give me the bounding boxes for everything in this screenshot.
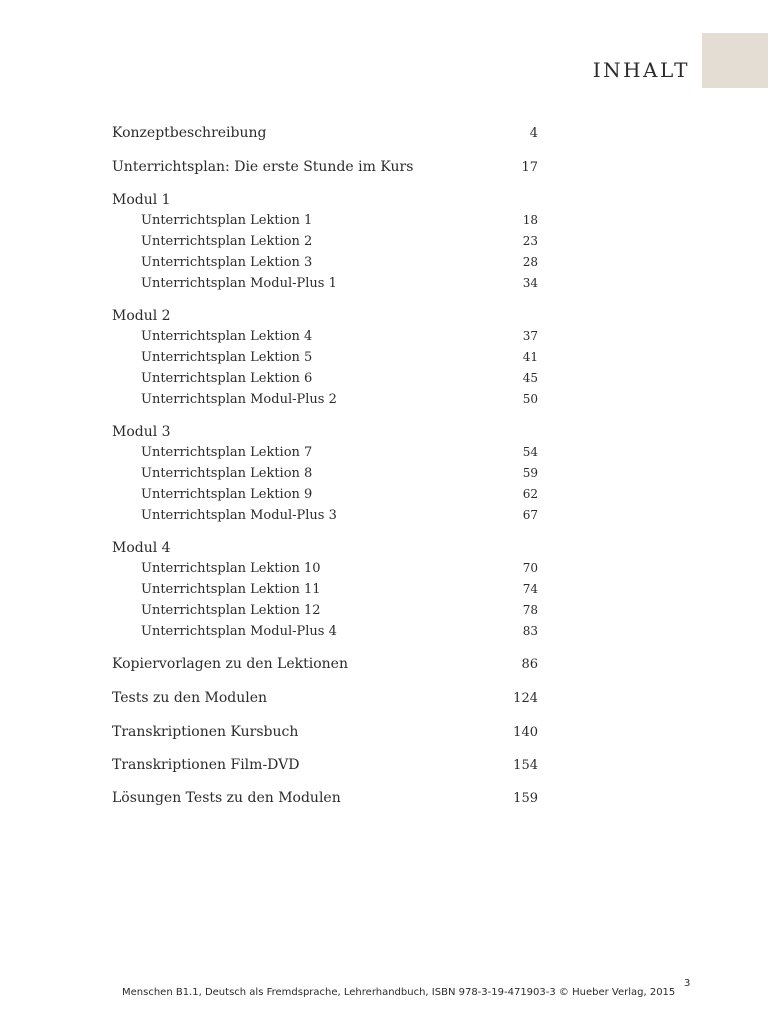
corner-decoration xyxy=(702,33,768,88)
toc-subentry[interactable] xyxy=(112,234,538,254)
toc-modul-label: Modul 1 xyxy=(112,192,171,208)
toc-subentry-page: 83 xyxy=(522,624,538,638)
toc-entry-page: 159 xyxy=(513,791,538,806)
toc-subentry-page: 54 xyxy=(522,445,538,459)
toc-subentry-page: 45 xyxy=(522,371,538,385)
toc-subentry-page: 18 xyxy=(522,213,538,227)
toc-modul-3-heading[interactable] xyxy=(112,424,538,444)
toc-subentry-label: Unterrichtsplan Lektion 7 xyxy=(141,445,313,460)
toc-entry-page: 4 xyxy=(529,126,538,141)
toc-modul-2-heading[interactable] xyxy=(112,308,538,328)
toc-modul-1-heading[interactable] xyxy=(112,192,538,212)
toc-modul-label: Modul 4 xyxy=(112,540,171,556)
toc-modul-label: Modul 3 xyxy=(112,424,171,440)
toc-entry-page: 17 xyxy=(521,160,538,175)
toc-subentry-page: 62 xyxy=(522,487,538,501)
toc-entry-page: 154 xyxy=(513,758,538,773)
toc-subentry[interactable] xyxy=(112,255,538,275)
toc-modul-label: Modul 2 xyxy=(112,308,171,324)
toc-entry-label: Transkriptionen Kursbuch xyxy=(112,724,299,740)
toc-subentry[interactable] xyxy=(112,603,538,623)
toc-subentry[interactable] xyxy=(112,371,538,391)
toc-subentry-label: Unterrichtsplan Modul-Plus 1 xyxy=(141,276,337,291)
toc-subentry-label: Unterrichtsplan Lektion 1 xyxy=(141,213,313,228)
toc-entry-label: Kopiervorlagen zu den Lektionen xyxy=(112,656,348,672)
toc-subentry-page: 37 xyxy=(522,329,538,343)
toc-subentry-label: Unterrichtsplan Lektion 2 xyxy=(141,234,313,249)
toc-subentry-label: Unterrichtsplan Lektion 9 xyxy=(141,487,313,502)
toc-subentry[interactable] xyxy=(112,350,538,370)
toc-subentry[interactable] xyxy=(112,466,538,486)
toc-subentry-label: Unterrichtsplan Lektion 11 xyxy=(141,582,321,597)
toc-subentry-page: 74 xyxy=(522,582,538,596)
toc-entry-loesungen[interactable] xyxy=(112,790,538,810)
toc-subentry-page: 41 xyxy=(522,350,538,364)
toc-modul-4-heading[interactable] xyxy=(112,540,538,560)
toc-subentry-page: 28 xyxy=(522,255,538,269)
toc-subentry[interactable] xyxy=(112,213,538,233)
toc-entry-page: 140 xyxy=(513,725,538,740)
toc-subentry-page: 34 xyxy=(522,276,538,290)
toc-subentry[interactable] xyxy=(112,624,538,644)
toc-entry-erste-stunde[interactable] xyxy=(112,159,538,179)
footer-citation: Menschen B1.1, Deutsch als Fremdsprache, Lehrerhandbuch, ISBN 978-3-19-471903-3 © Hueber Verlag, 2015 xyxy=(122,987,676,998)
toc-subentry-label: Unterrichtsplan Lektion 5 xyxy=(141,350,313,365)
toc-subentry-page: 67 xyxy=(522,508,538,522)
toc-subentry[interactable] xyxy=(112,276,538,296)
toc-subentry[interactable] xyxy=(112,445,538,465)
toc-subentry[interactable] xyxy=(112,561,538,581)
toc-entry-label: Konzeptbeschreibung xyxy=(112,125,267,141)
toc-subentry-label: Unterrichtsplan Lektion 10 xyxy=(141,561,321,576)
toc-entry-label: Tests zu den Modulen xyxy=(112,690,268,706)
page-title: INHALT xyxy=(592,58,690,82)
toc-subentry[interactable] xyxy=(112,329,538,349)
toc-subentry-label: Unterrichtsplan Modul-Plus 3 xyxy=(141,508,337,523)
toc-entry-kopiervorlagen[interactable] xyxy=(112,656,538,676)
toc-entry-page: 124 xyxy=(513,691,538,706)
toc-entry-transkriptionen-film[interactable] xyxy=(112,757,538,777)
toc-entry-page: 86 xyxy=(521,657,538,672)
toc-subentry-label: Unterrichtsplan Modul-Plus 2 xyxy=(141,392,337,407)
toc-entry-transkriptionen-kursbuch[interactable] xyxy=(112,724,538,744)
toc-subentry-label: Unterrichtsplan Lektion 8 xyxy=(141,466,313,481)
toc-subentry[interactable] xyxy=(112,582,538,602)
toc-subentry-page: 50 xyxy=(522,392,538,406)
toc-subentry-label: Unterrichtsplan Modul-Plus 4 xyxy=(141,624,337,639)
toc-entry-label: Transkriptionen Film-DVD xyxy=(112,757,300,773)
toc-entry-konzeptbeschreibung[interactable] xyxy=(112,125,538,145)
toc-subentry[interactable] xyxy=(112,392,538,412)
toc-entry-label: Unterrichtsplan: Die erste Stunde im Kurs xyxy=(112,159,414,175)
toc-subentry-page: 23 xyxy=(522,234,538,248)
toc-subentry-page: 59 xyxy=(522,466,538,480)
toc-subentry-label: Unterrichtsplan Lektion 12 xyxy=(141,603,321,618)
toc-subentry-page: 70 xyxy=(522,561,538,575)
toc-subentry-label: Unterrichtsplan Lektion 6 xyxy=(141,371,313,386)
toc-subentry-label: Unterrichtsplan Lektion 3 xyxy=(141,255,313,270)
toc-subentry[interactable] xyxy=(112,508,538,528)
toc-subentry-page: 78 xyxy=(522,603,538,617)
toc-entry-label: Lösungen Tests zu den Modulen xyxy=(112,790,341,806)
toc-entry-tests[interactable] xyxy=(112,690,538,710)
page-number: 3 xyxy=(684,978,691,989)
toc-subentry[interactable] xyxy=(112,487,538,507)
toc-subentry-label: Unterrichtsplan Lektion 4 xyxy=(141,329,313,344)
